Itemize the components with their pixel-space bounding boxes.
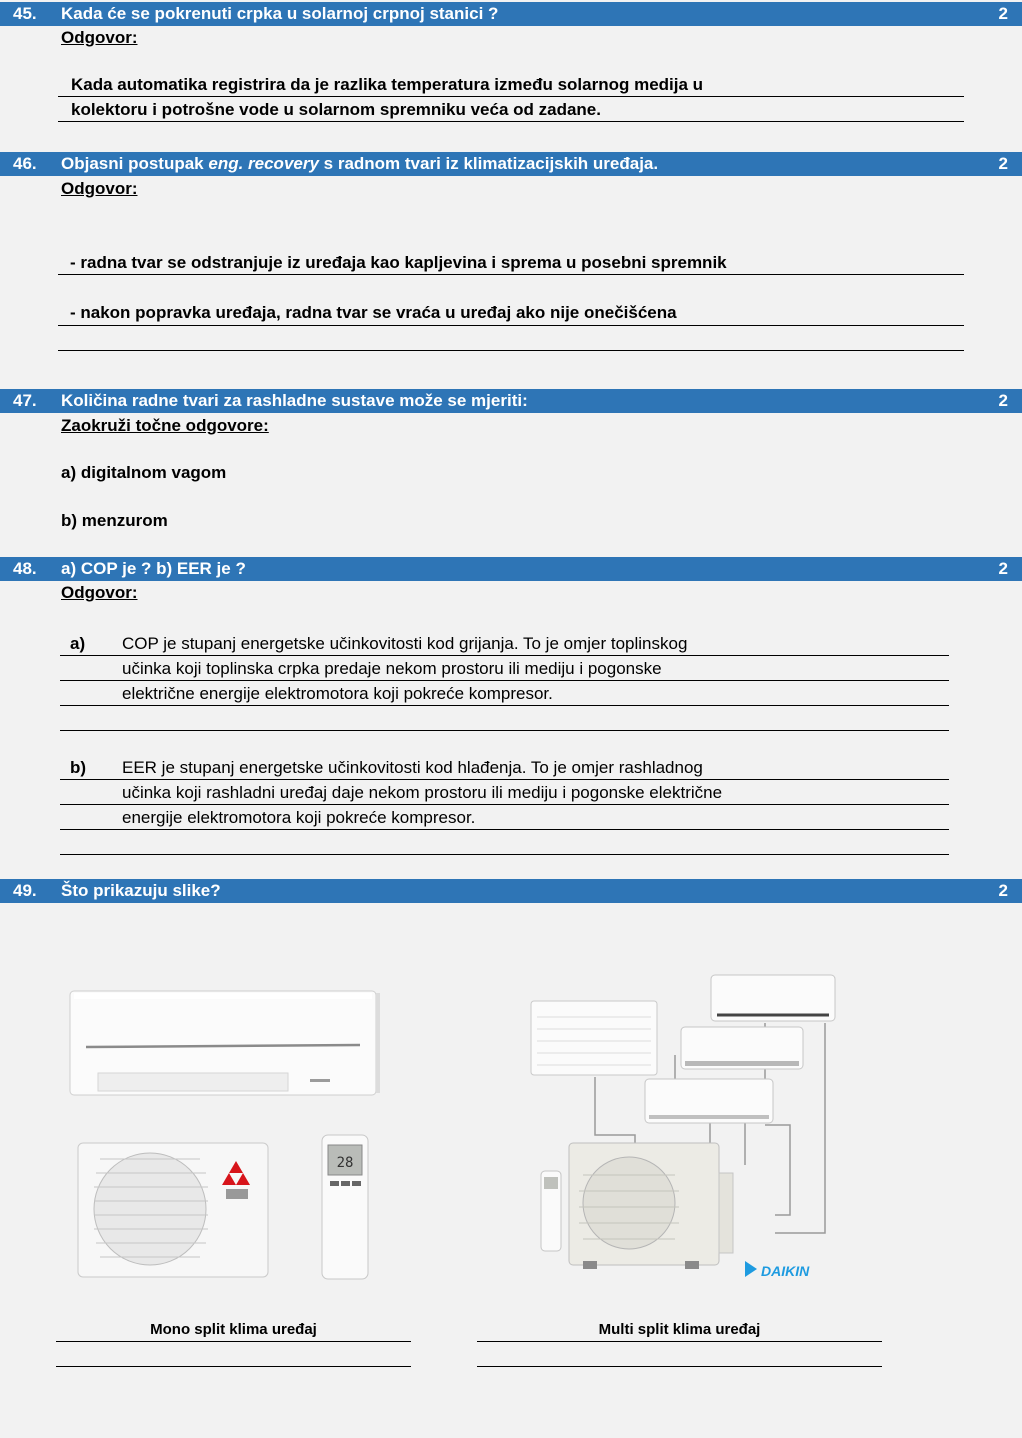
- answer-label: Odgovor:: [61, 28, 138, 47]
- mono-split-image: [60, 975, 400, 1295]
- answer-rule: [60, 730, 949, 731]
- question-points: 2: [998, 154, 1008, 173]
- answer-rule: [60, 680, 949, 681]
- option-a[interactable]: a) digitalnom vagom: [61, 463, 227, 482]
- answer-rule: [60, 829, 949, 830]
- remote-control-icon: [322, 1135, 368, 1279]
- question-points: 2: [998, 559, 1008, 578]
- part-b-line-1: EER je stupanj energetske učinkovitosti kod hlađenja. To je omjer rashladnog: [122, 758, 703, 777]
- part-a-line-2: učinka koji toplinska crpka predaje nekom prostoru ili mediju i pogonske: [122, 659, 662, 678]
- part-b-line-3: energije elektromotora koji pokreće kompresor.: [122, 808, 476, 827]
- answer-rule: [60, 854, 949, 855]
- answer-rule: [60, 655, 949, 656]
- daikin-logo-icon: [745, 1261, 810, 1279]
- question-number: 47.: [13, 391, 37, 410]
- question-points: 2: [998, 4, 1008, 23]
- caption-right: Multi split klima uređaj: [598, 1321, 761, 1338]
- caption-left: Mono split klima uređaj: [150, 1321, 317, 1338]
- answer-rule: [56, 1341, 411, 1342]
- question-number: 48.: [13, 559, 37, 578]
- indoor-unit-icon: [70, 991, 380, 1095]
- wall-unit-2-icon: [681, 1027, 803, 1069]
- answer-line-2: - nakon popravka uređaja, radna tvar se vraća u uređaj ako nije onečišćena: [70, 303, 677, 322]
- outdoor-unit-icon: [569, 1143, 733, 1269]
- answer-rule: [60, 779, 949, 780]
- question-45-header: [0, 2, 1022, 26]
- remote-display: 28: [336, 1155, 354, 1171]
- question-48-header: [0, 557, 1022, 581]
- wall-unit-3-icon: [645, 1079, 773, 1123]
- floor-console-icon: [531, 1001, 657, 1075]
- answer-rule: [58, 274, 964, 275]
- answer-line-1: - radna tvar se odstranjuje iz uređaja kao kapljevina i sprema u posebni spremnik: [70, 253, 727, 272]
- answer-rule: [477, 1366, 882, 1367]
- multi-split-image: [525, 965, 845, 1285]
- question-points: 2: [998, 391, 1008, 410]
- question-49-header: [0, 879, 1022, 903]
- answer-instruction: Zaokruži točne odgovore:: [61, 416, 269, 435]
- answer-rule: [58, 350, 964, 351]
- part-a-line-1: COP je stupanj energetske učinkovitosti kod grijanja. To je omjer toplinskog: [122, 634, 688, 653]
- outdoor-unit-icon: [78, 1143, 268, 1277]
- answer-rule: [60, 804, 949, 805]
- answer-label: Odgovor:: [61, 583, 138, 602]
- answer-label: Odgovor:: [61, 179, 138, 198]
- part-a-label: a): [70, 634, 86, 653]
- question-number: 49.: [13, 881, 37, 900]
- question-46-header: [0, 152, 1022, 176]
- question-number: 45.: [13, 4, 37, 23]
- question-points: 2: [998, 881, 1008, 900]
- question-number: 46.: [13, 154, 37, 173]
- wall-unit-1-icon: [711, 975, 835, 1021]
- answer-rule: [477, 1341, 882, 1342]
- question-text: Kada će se pokrenuti crpka u solarnoj crpnoj stanici ?: [61, 4, 499, 23]
- question-text: a) COP je ? b) EER je ?: [61, 559, 246, 578]
- answer-rule: [58, 325, 964, 326]
- answer-line-2: kolektoru i potrošne vode u solarnom spremniku veća od zadane.: [71, 100, 601, 119]
- answer-rule: [58, 96, 964, 97]
- remote-control-icon: [541, 1171, 561, 1251]
- option-b[interactable]: b) menzurom: [61, 511, 168, 530]
- question-text: Količina radne tvari za rashladne sustave može se mjeriti:: [61, 391, 528, 410]
- answer-line-1: Kada automatika registrira da je razlika temperatura između solarnog medija u: [71, 75, 704, 94]
- part-b-label: b): [70, 758, 87, 777]
- part-b-line-2: učinka koji rashladni uređaj daje nekom prostoru ili mediju i pogonske električne: [122, 783, 723, 802]
- answer-rule: [58, 121, 964, 122]
- answer-rule: [60, 705, 949, 706]
- brand-logo-text: DAIKIN: [761, 1263, 810, 1279]
- answer-rule: [56, 1366, 411, 1367]
- question-47-header: [0, 389, 1022, 413]
- question-text: Objasni postupak eng. recovery s radnom tvari iz klimatizacijskih uređaja.: [61, 154, 659, 173]
- question-text: Što prikazuju slike?: [61, 881, 221, 900]
- part-a-line-3: električne energije elektromotora koji pokreće kompresor.: [122, 684, 553, 703]
